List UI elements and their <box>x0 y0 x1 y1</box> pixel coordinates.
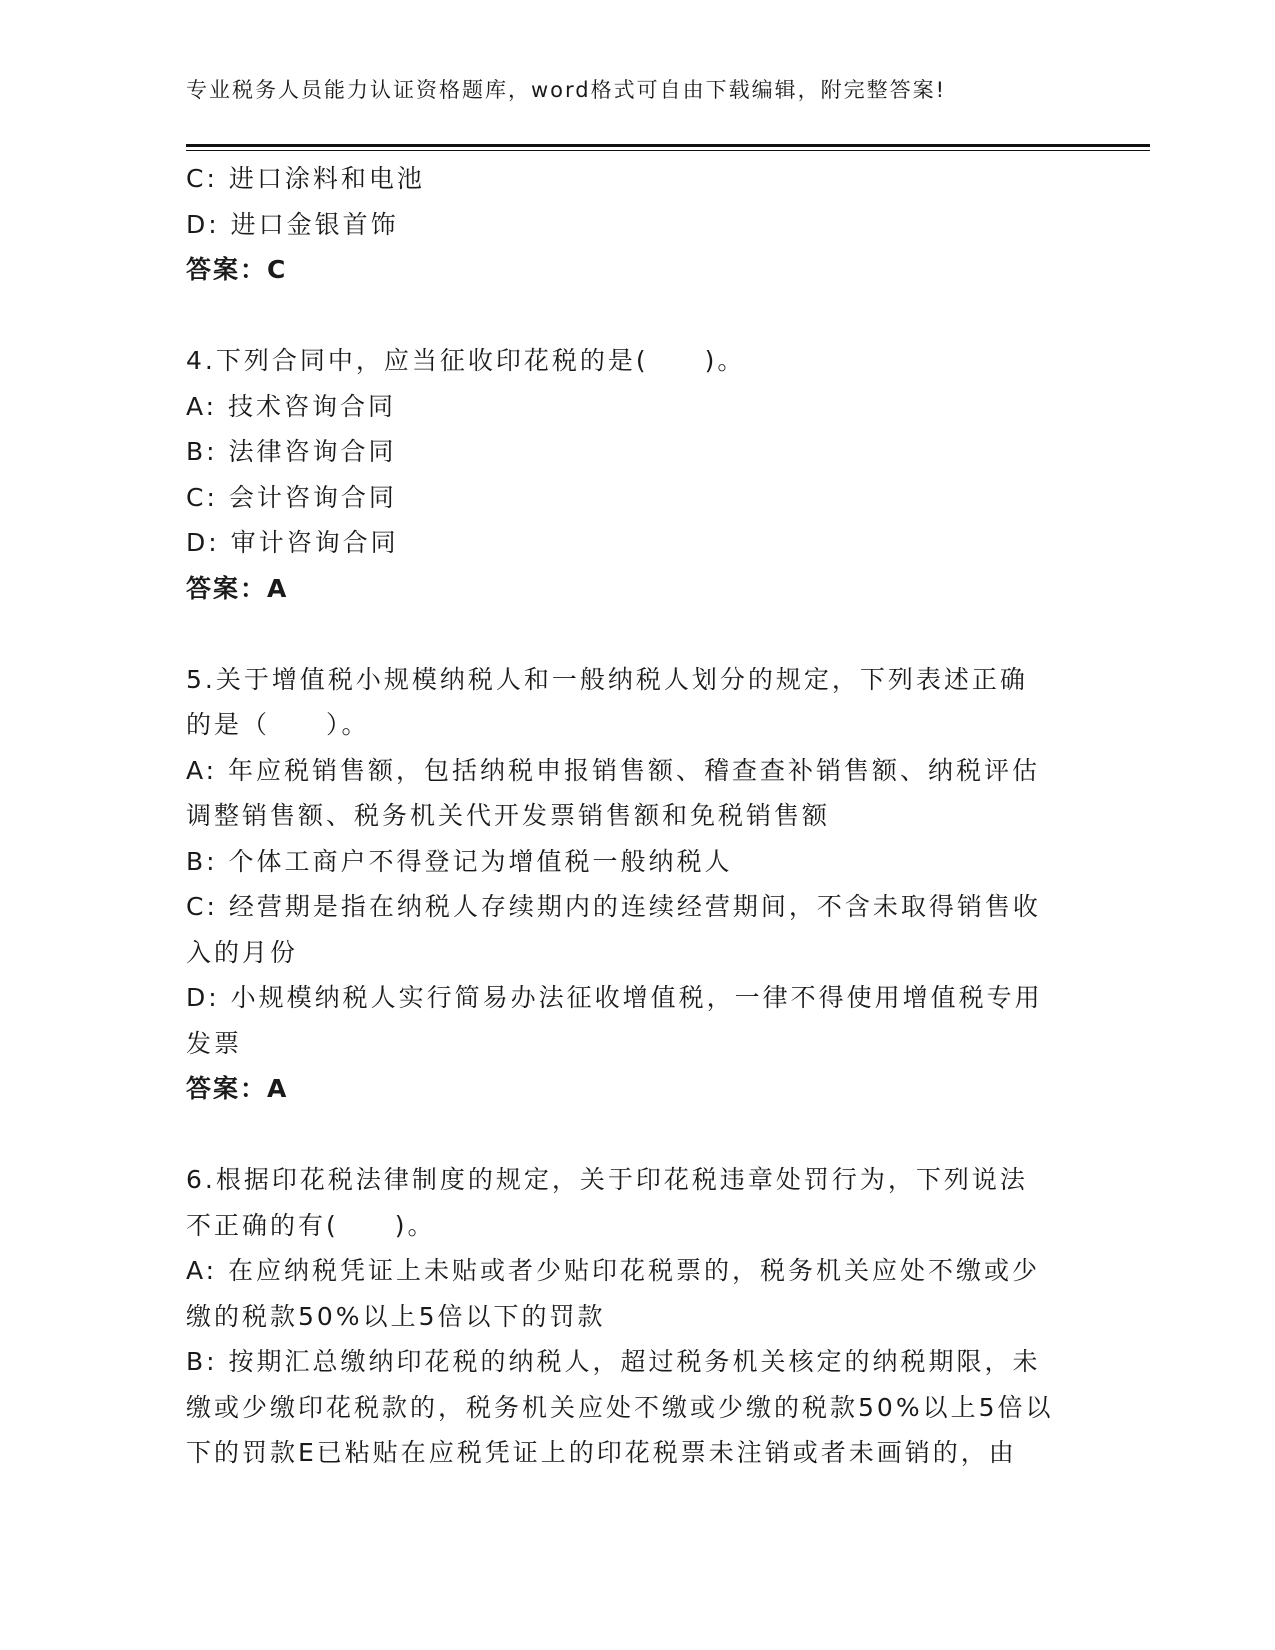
question-text: 的是（ ）。 <box>186 710 370 739</box>
question-5 <box>186 657 1086 1112</box>
option-c: C: 经营期是指在纳税人存续期内的连续经营期间，不含未取得销售收 <box>186 892 1041 921</box>
answer: 答案：A <box>186 573 289 603</box>
option-d: D: 审计咨询合同 <box>186 528 399 557</box>
question-4 <box>186 338 1086 611</box>
question-text: 5.关于增值税小规模纳税人和一般纳税人划分的规定，下列表述正确 <box>186 664 1028 694</box>
option-c: C: 进口涂料和电池 <box>186 164 425 193</box>
header-rule-thick <box>186 144 1150 147</box>
option-b: B: 个体工商户不得登记为增值税一般纳税人 <box>186 846 733 876</box>
option-a: A: 技术咨询合同 <box>186 391 397 421</box>
option-d: D: 小规模纳税人实行简易办法征收增值税，一律不得使用增值税专用 <box>186 983 1043 1012</box>
spacer <box>186 1112 1086 1158</box>
answer: 答案：C <box>186 255 288 284</box>
option-a: A: 在应纳税凭证上未贴或者少贴印花税票的，税务机关应处不缴或少 <box>186 1256 1041 1285</box>
option-a: 缴的税款50%以上5倍以下的罚款 <box>186 1301 606 1331</box>
option-d: 发票 <box>186 1028 243 1058</box>
answer: 答案：A <box>186 1074 289 1103</box>
option-b: B: 法律咨询合同 <box>186 437 397 466</box>
document-body <box>186 156 1086 1476</box>
option-a: A: 年应税销售额，包括纳税申报销售额、稽查查补销售额、纳税评估 <box>186 755 1041 785</box>
option-b: 下的罚款E已粘贴在应税凭证上的印花税票未注销或者未画销的，由 <box>186 1438 1017 1467</box>
question-3-tail <box>186 156 1086 293</box>
option-c: C: 会计咨询合同 <box>186 482 397 512</box>
page-header: 专业税务人员能力认证资格题库，word格式可自由下载编辑，附完整答案! <box>186 78 947 102</box>
option-b: 缴或少缴印花税款的，税务机关应处不缴或少缴的税款50%以上5倍以 <box>186 1392 1054 1422</box>
spacer <box>186 293 1086 339</box>
question-6 <box>186 1157 1086 1476</box>
question-text: 6.根据印花税法律制度的规定，关于印花税违章处罚行为，下列说法 <box>186 1165 1028 1194</box>
question-text: 4.下列合同中，应当征收印花税的是( )。 <box>186 346 746 375</box>
option-c: 入的月份 <box>186 937 299 967</box>
option-d: D: 进口金银首饰 <box>186 209 399 239</box>
option-a: 调整销售额、税务机关代开发票销售额和免税销售额 <box>186 801 831 830</box>
header-rule-thin <box>186 150 1150 151</box>
spacer <box>186 611 1086 657</box>
option-b: B: 按期汇总缴纳印花税的纳税人，超过税务机关核定的纳税期限，未 <box>186 1347 1041 1376</box>
question-text: 不正确的有( )。 <box>186 1210 436 1240</box>
